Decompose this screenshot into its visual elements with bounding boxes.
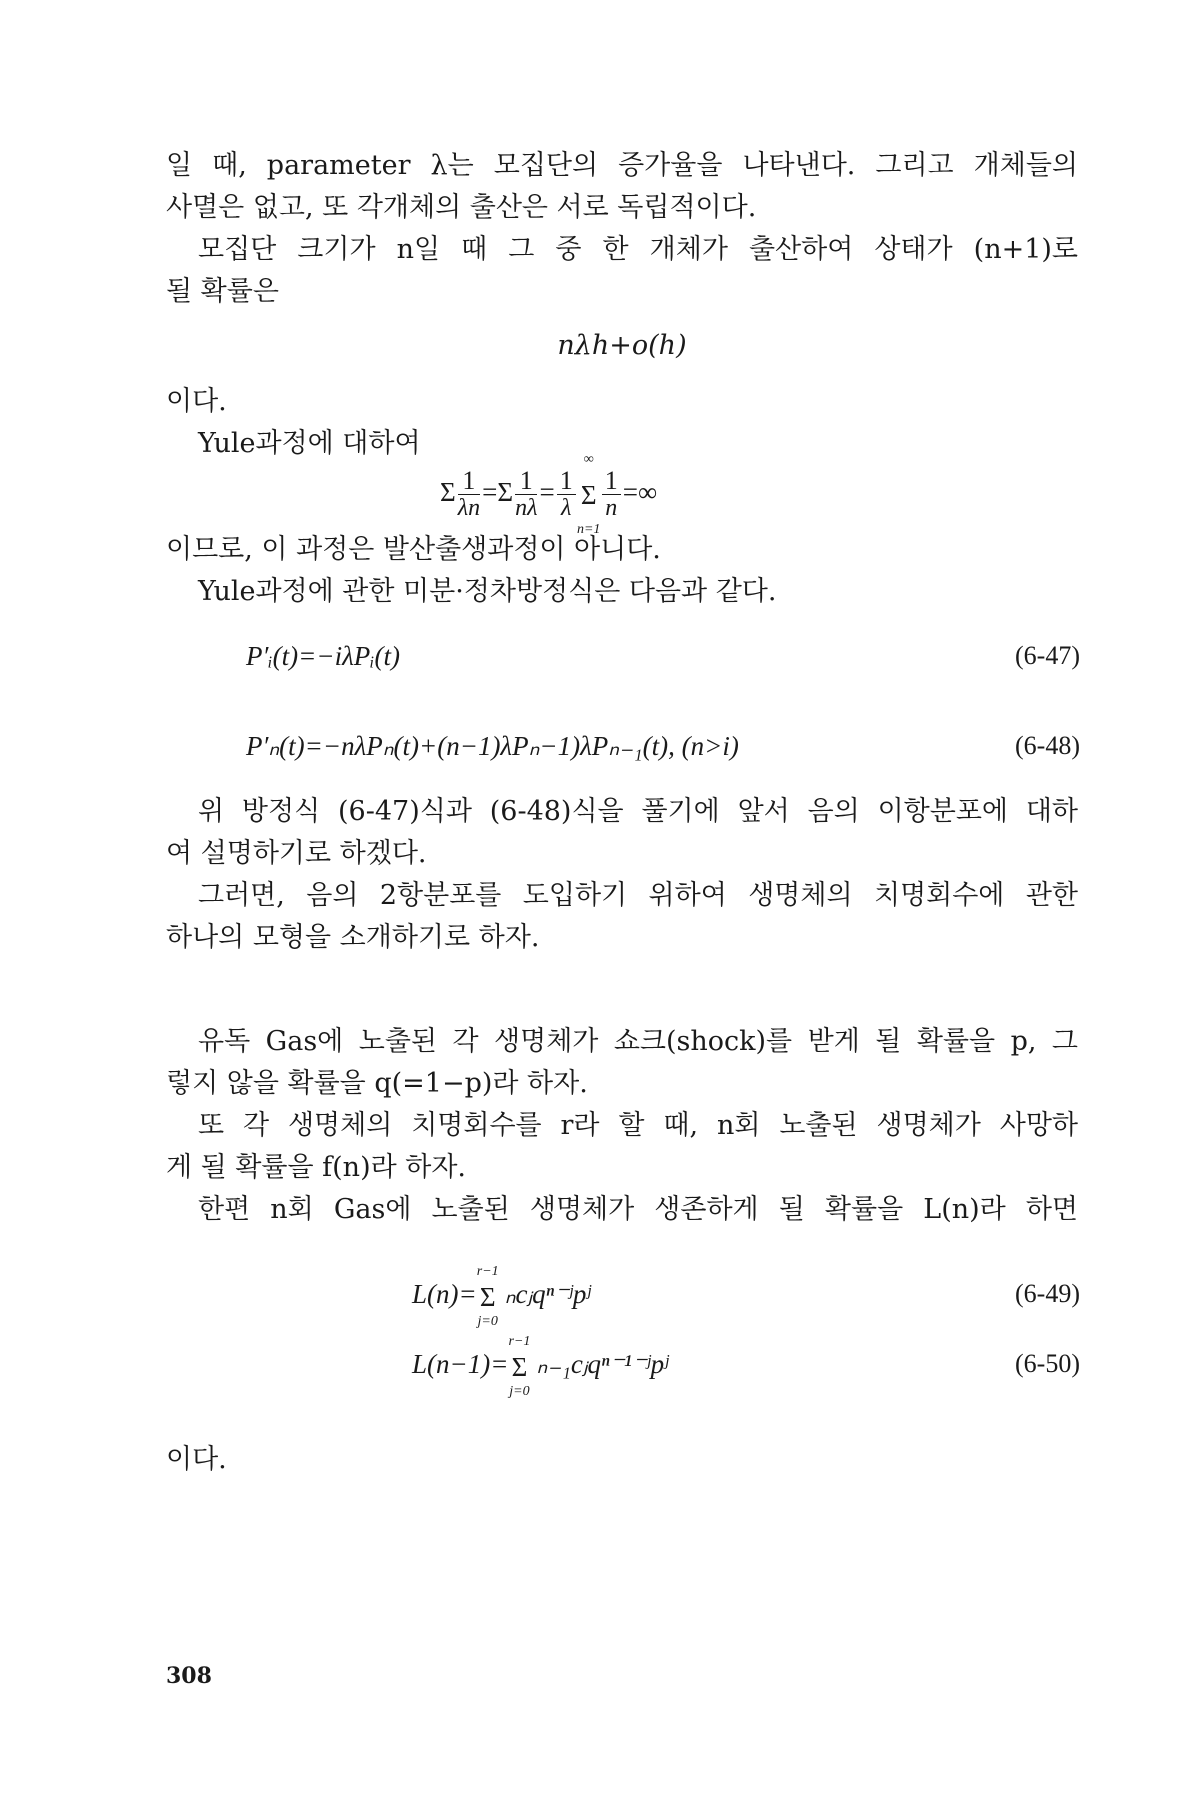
paragraph-line: Yule과정에 관한 미분·정차방정식은 다음과 같다. bbox=[198, 576, 777, 607]
equation-6-49: L(n)= r−1 Σ j=0 ₙcⱼqⁿ⁻ʲpʲ bbox=[412, 1263, 591, 1329]
fraction: $\frac{1}{\lambda}$ bbox=[557, 468, 576, 521]
sigma-symbol: Σ bbox=[497, 477, 514, 507]
paragraph-line: 이다. bbox=[166, 386, 227, 417]
paragraph-line: 이다. bbox=[166, 1444, 227, 1475]
paragraph-line: Yule과정에 대하여 bbox=[198, 428, 421, 459]
equation-number: (6-50) bbox=[1015, 1349, 1080, 1378]
paragraph-line: 사멸은 없고, 또 각개체의 출산은 서로 독립적이다. bbox=[166, 192, 757, 223]
paragraph-line: 이므로, 이 과정은 발산출생과정이 아니다. bbox=[166, 534, 661, 565]
fraction: $\frac{1}{n}$ bbox=[602, 468, 621, 521]
fraction: $\frac{1}{n\lambda}$ bbox=[515, 466, 538, 522]
paragraph-line: 위 방정식 (6-47)식과 (6-48)식을 풀기에 앞서 음의 이항분포에 대하 bbox=[198, 796, 1078, 827]
equation-number: (6-47) bbox=[1015, 641, 1080, 670]
equation-sum: Σ $\frac{1}{\lambda n}$ =Σ $\frac{1}{n\lambda}$ = $\frac{1}{\lambda}$ ∞ Σ n=1 $\frac{1}{n}$ =∞ bbox=[440, 451, 658, 537]
page-number: 308 bbox=[166, 1663, 212, 1689]
equation-6-47: P′ᵢ(t)=−iλPᵢ(t) bbox=[246, 641, 401, 671]
summation: ∞ Σ n=1 bbox=[576, 451, 601, 537]
paragraph-line: 일 때, parameter λ는 모집단의 증가율을 나타낸다. 그리고 개체들의 bbox=[166, 150, 1078, 181]
paragraph-line: 하나의 모형을 소개하기로 하자. bbox=[166, 922, 540, 953]
paragraph-line: 여 설명하기로 하겠다. bbox=[166, 838, 427, 869]
equation-6-50: L(n−1)= r−1 Σ j=0 ₙ₋₁cⱼqⁿ⁻¹⁻ʲpʲ bbox=[412, 1333, 669, 1399]
paragraph-line: 될 확률은 bbox=[166, 276, 279, 307]
sigma-symbol: Σ bbox=[440, 477, 456, 507]
fraction: $\frac{1}{\lambda n}$ bbox=[457, 466, 481, 522]
equation-6-48: P′ₙ(t)=−nλPₙ(t)+(n−1)λPₙ−1)λPₙ₋₁(t), (n>i) bbox=[246, 731, 739, 761]
summation: r−1 Σ j=0 bbox=[476, 1263, 499, 1329]
paragraph-line: 한편 n회 Gas에 노출된 생명체가 생존하게 될 확률을 L(n)라 하면 bbox=[198, 1194, 1078, 1225]
equation-number: (6-49) bbox=[1015, 1279, 1080, 1308]
equation-number: (6-48) bbox=[1015, 731, 1080, 760]
paragraph-line: 또 각 생명체의 치명회수를 r라 할 때, n회 노출된 생명체가 사망하 bbox=[198, 1110, 1078, 1141]
equation-nlh: nλh+o(h) bbox=[557, 330, 687, 361]
paragraph-line: 그러면, 음의 2항분포를 도입하기 위하여 생명체의 치명회수에 관한 bbox=[198, 880, 1078, 911]
paragraph-line: 게 될 확률을 f(n)라 하자. bbox=[166, 1152, 467, 1183]
paragraph-line: 모집단 크기가 n일 때 그 중 한 개체가 출산하여 상태가 (n+1)로 bbox=[198, 234, 1078, 265]
summation: r−1 Σ j=0 bbox=[508, 1333, 531, 1399]
paragraph-line: 렇지 않을 확률을 q(=1−p)라 하자. bbox=[166, 1068, 588, 1099]
paragraph-line: 유독 Gas에 노출된 각 생명체가 쇼크(shock)를 받게 될 확률을 p, 그 bbox=[198, 1026, 1078, 1057]
